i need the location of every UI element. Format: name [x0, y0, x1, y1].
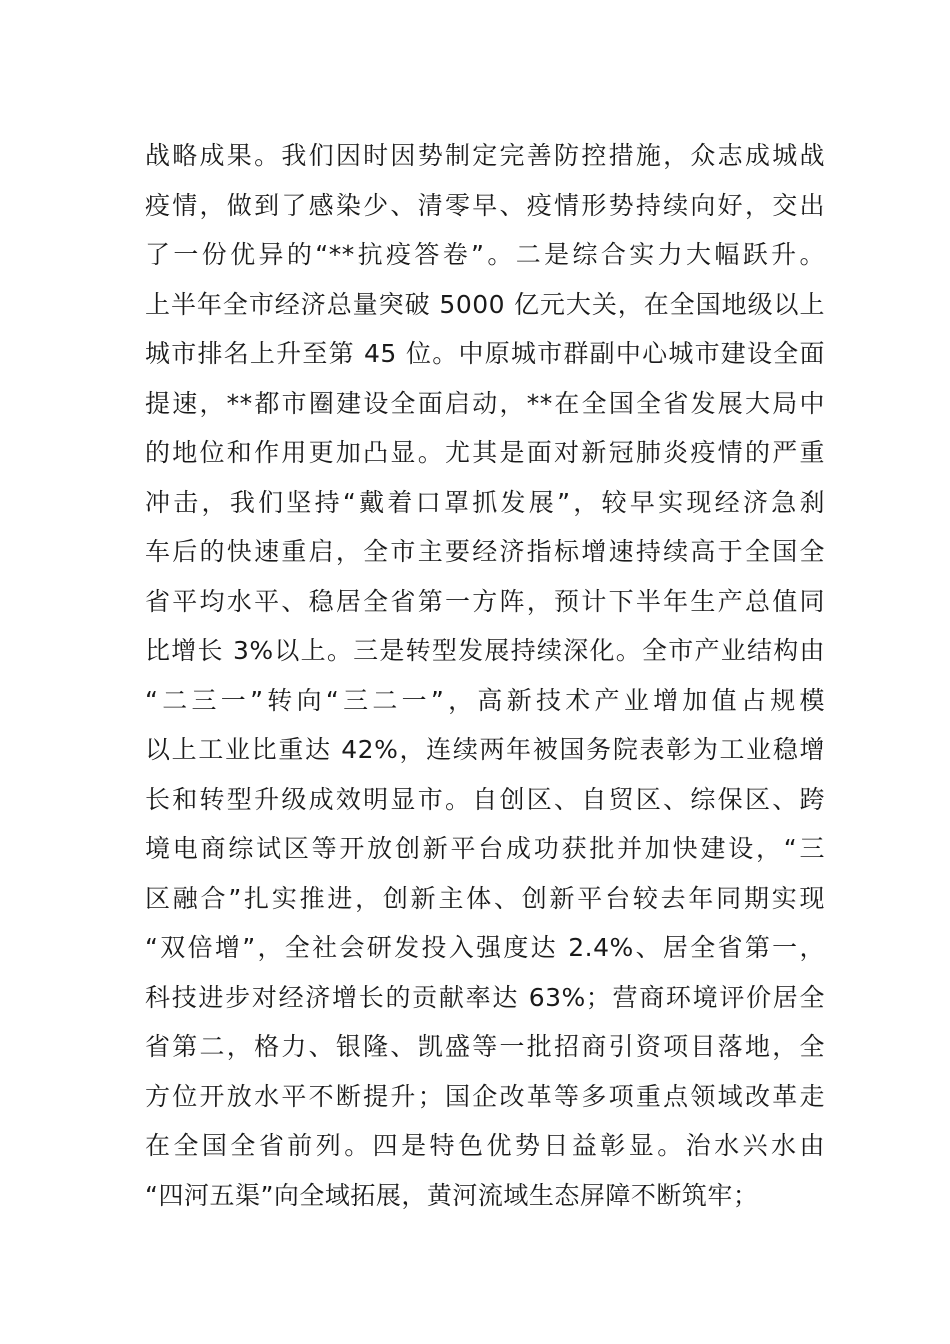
text-line: 方位开放水平不断提升；国企改革等多项重点领域改革走 [145, 1081, 825, 1111]
text-line: 上半年全市经济总量突破 5000 亿元大关，在全国地级以上 [145, 289, 825, 319]
text-line: 科技进步对经济增长的贡献率达 63%；营商环境评价居全 [145, 982, 825, 1012]
text-line: 区融合”扎实推进，创新主体、创新平台较去年同期实现 [145, 883, 825, 913]
text-line: 省第二，格力、银隆、凯盛等一批招商引资项目落地，全 [145, 1032, 825, 1061]
text-line: “二三一”转向“三二一”，高新技术产业增加值占规模 [145, 685, 825, 715]
text-line: 战略成果。我们因时因势制定完善防控措施，众志成城战 [145, 141, 825, 170]
text-line: “四河五渠”向全域拓展，黄河流域生态屏障不断筑牢； [145, 1180, 759, 1210]
text-line: 车后的快速重启，全市主要经济指标增速持续高于全国全 [145, 537, 825, 566]
text-line: 以上工业比重达 42%，连续两年被国务院表彰为工业稳增 [145, 735, 825, 764]
text-line: 长和转型升级成效明显市。自创区、自贸区、综保区、跨 [145, 784, 825, 814]
text-line: 提速，**都市圈建设全面启动，**在全国全省发展大局中 [145, 388, 825, 418]
text-line: 境电商综试区等开放创新平台成功获批并加快建设，“三 [145, 834, 825, 863]
text-line: 的地位和作用更加凸显。尤其是面对新冠肺炎疫情的严重 [145, 438, 825, 467]
text-line: “双倍增”，全社会研发投入强度达 2.4%、居全省第一， [145, 933, 825, 962]
text-line: 冲击，我们坚持“戴着口罩抓发展”，较早实现经济急刹 [145, 487, 825, 517]
text-line: 疫情，做到了感染少、清零早、疫情形势持续向好，交出 [145, 190, 825, 220]
text-line: 省平均水平、稳居全省第一方阵，预计下半年生产总值同 [145, 586, 825, 616]
text-line: 在全国全省前列。四是特色优势日益彰显。治水兴水由 [145, 1131, 825, 1160]
text-line: 比增长 3%以上。三是转型发展持续深化。全市产业结构由 [145, 636, 825, 665]
text-line: 城市排名上升至第 45 位。中原城市群副中心城市建设全面 [145, 339, 825, 368]
text-line: 了一份优异的“**抗疫答卷”。二是综合实力大幅跃升。 [145, 240, 825, 269]
body-paragraph [145, 131, 825, 1220]
